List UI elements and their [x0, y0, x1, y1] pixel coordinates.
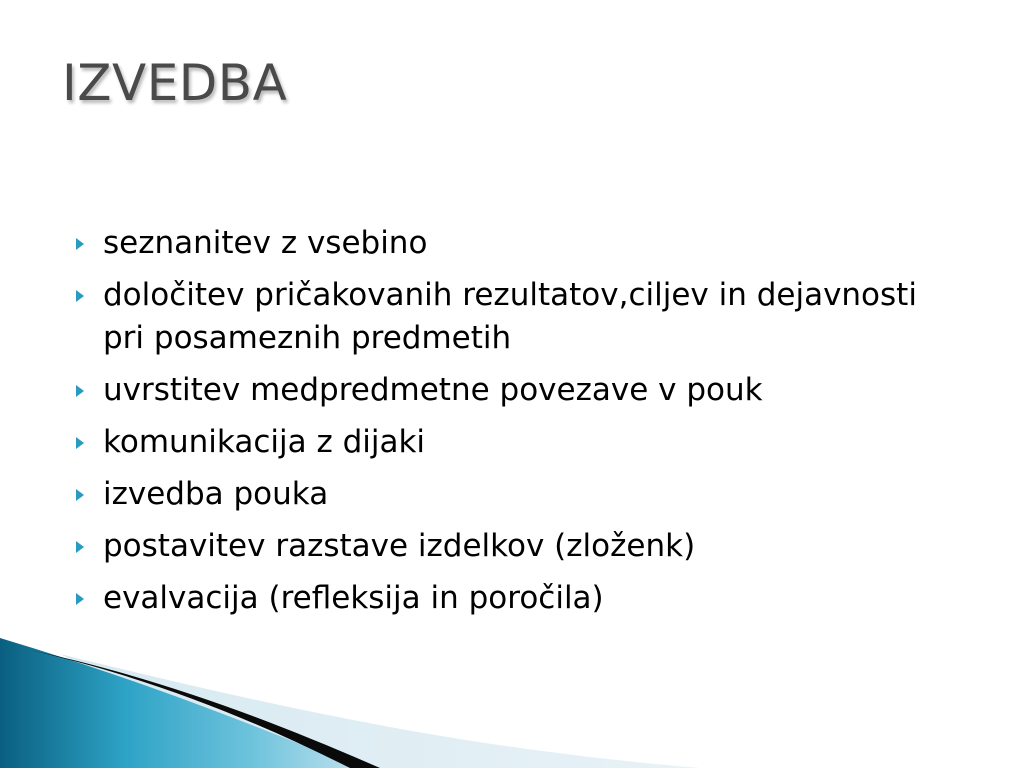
bullet-text: določitev pričakovanih rezultatov,ciljev in dejavnosti pri posameznih predmetih [103, 277, 917, 356]
bullet-list [70, 222, 950, 629]
triangle-right-icon [76, 593, 84, 605]
bullet-item [70, 473, 950, 516]
triangle-right-icon [76, 385, 84, 397]
bullet-text: uvrstitev medpredmetne povezave v pouk [103, 372, 763, 408]
decor-teal-wedge [0, 638, 360, 768]
triangle-right-icon [76, 541, 84, 553]
bullet-item [70, 421, 950, 464]
bullet-item [70, 222, 950, 265]
bullet-text: izvedba pouka [103, 476, 329, 512]
triangle-right-icon [76, 437, 84, 449]
bullet-item [70, 525, 950, 568]
triangle-right-icon [76, 489, 84, 501]
triangle-right-icon [76, 238, 84, 250]
bottom-swoosh-decoration [0, 638, 1024, 768]
bullet-text: evalvacija (refleksija in poročila) [103, 580, 604, 616]
bullet-item [70, 577, 950, 620]
triangle-right-icon [76, 290, 84, 302]
bullet-item [70, 274, 950, 360]
bullet-text: seznanitev z vsebino [103, 225, 428, 261]
bullet-item [70, 369, 950, 412]
slide-title: IZVEDBA [62, 54, 288, 112]
bullet-text: postavitev razstave izdelkov (zloženk) [103, 528, 696, 564]
bullet-text: komunikacija z dijaki [103, 424, 426, 460]
